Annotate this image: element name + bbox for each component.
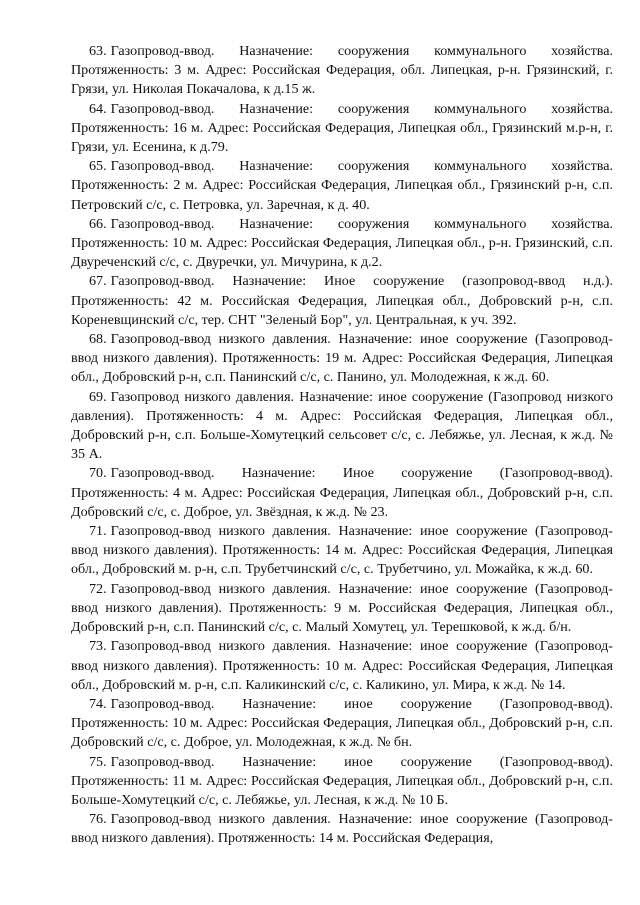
item-number: 75. <box>89 753 107 770</box>
list-item <box>71 157 613 215</box>
list-item <box>71 330 613 388</box>
item-number: 76. <box>89 811 107 828</box>
list-item <box>71 695 613 753</box>
item-number: 72. <box>89 580 107 597</box>
item-text: Газопровод-ввод. Назначение: сооружения коммунального хозяйства. Протяженность: 10 м. Адрес: Российская Федерация, Липецкая обл., р-н. Грязинский, с.п. Двуреченский с/с, с. Двуречки, ул. Мичурина, к д.2. <box>71 215 613 271</box>
item-text: Газопровод-ввод. Назначение: иное сооружение (Газопровод-ввод). Протяженность: 10 м. Адрес: Российская Федерация, Липецкая обл., Добровский р-н, с.п. Добровский с/с, с. Доброе, ул. Молодежная, к ж.д. № бн. <box>71 695 613 751</box>
item-text: Газопровод-ввод. Назначение: Иное сооружение (газопровод-ввод н.д.). Протяженность: 42 м. Российская Федерация, Липецкая обл., Добровский р-н, с.п. Кореневщинский с/с, тер. СНТ "Зеленый Бор", ул. Центральная, к уч. 392. <box>71 273 613 328</box>
item-text: Газопровод-ввод. Назначение: сооружения коммунального хозяйства. Протяженность: 3 м. Адрес: Российская Федерация, обл. Липецкая, р-н. Грязинский, г. Грязи, ул. Николая Покачалова, к д.15 ж. <box>71 43 613 98</box>
item-number: 66. <box>89 215 107 232</box>
list-item <box>71 42 613 100</box>
item-number: 71. <box>89 523 107 540</box>
item-number: 67. <box>89 273 107 290</box>
item-number: 74. <box>89 695 107 712</box>
item-text: Газопровод-ввод. Назначение: сооружения коммунального хозяйства. Протяженность: 16 м. Адрес: Российская Федерация, Липецкая обл., Грязинский м.р-н, г. Грязи, ул. Есенина, к д.79. <box>71 100 613 156</box>
list-item <box>71 215 613 273</box>
item-number: 70. <box>89 465 107 482</box>
list-item <box>71 522 613 580</box>
item-text: Газопровод-ввод низкого давления. Назначение: иное сооружение (Газопровод-ввод низкого давления). Протяженность: 10 м. Адрес: Российская Федерация, Липецкая обл., Добровский м. р-н, с.п. Каликинский с/с, с. Каликино, ул. Мира, к ж.д. № 14. <box>71 638 613 693</box>
item-number: 73. <box>89 638 107 655</box>
item-text: Газопровод-ввод низкого давления. Назначение: иное сооружение (Газопровод-ввод низкого давления). Протяженность: 14 м. Российская Федерация, <box>71 811 613 847</box>
list-item <box>71 810 613 848</box>
item-text: Газопровод-ввод низкого давления. Назначение: иное сооружение (Газопровод-ввод низкого давления). Протяженность: 9 м. Российская Федерация, Липецкая обл., Добровский р-н, с.п. Панинский с/с, с. Малый Хомутец, ул. Терешковой, к ж.д. б/н. <box>71 580 613 636</box>
list-item <box>71 388 613 465</box>
item-text: Газопровод низкого давления. Назначение: иное сооружение (Газопровод низкого давления). Протяженность: 4 м. Адрес: Российская Федерация, Липецкая обл., Добровский р-н, с.п. Больше-Хомутецкий сельсовет с/с, с. Лебяжье, ул. Лесная, к ж.д. № 35 А. <box>71 388 613 463</box>
list-item <box>71 753 613 811</box>
list-item <box>71 464 613 522</box>
item-number: 65. <box>89 158 107 175</box>
item-text: Газопровод-ввод. Назначение: Иное сооружение (Газопровод-ввод). Протяженность: 4 м. Адрес: Российская Федерация, Липецкая обл., Добровский р-н, с.п. Добровский с/с, с. Доброе, ул. Звёздная, к ж.д. № 23. <box>71 465 613 520</box>
list-item <box>71 637 613 695</box>
item-text: Газопровод-ввод. Назначение: иное сооружение (Газопровод-ввод). Протяженность: 11 м. Адрес: Российская Федерация, Липецкая обл., Добровский р-н, с.п. Больше-Хомутецкий с/с, с. Лебяжье, ул. Лесная, к ж.д. № 10 Б. <box>71 753 613 808</box>
item-text: Газопровод-ввод низкого давления. Назначение: иное сооружение (Газопровод-ввод низкого давления). Протяженность: 14 м. Адрес: Российская Федерация, Липецкая обл., Добровский м. р-н, с.п. Трубетчинский с/с, с. Трубетчино, ул. Можайка, к ж.д. 60. <box>71 523 613 578</box>
list-item <box>71 272 613 330</box>
list-item <box>71 580 613 638</box>
item-number: 69. <box>89 388 107 405</box>
item-text: Газопровод-ввод. Назначение: сооружения коммунального хозяйства. Протяженность: 2 м. Адрес: Российская Федерация, Липецкая обл., Грязинский р-н, с.п. Петровский с/с, с. Петровка, ул. Заречная, к д. 40. <box>71 158 613 213</box>
item-text: Газопровод-ввод низкого давления. Назначение: иное сооружение (Газопровод-ввод низкого давления). Протяженность: 19 м. Адрес: Российская Федерация, Липецкая обл., Добровский р-н, с.п. Панинский с/с, с. Панино, ул. Молодежная, к ж.д. 60. <box>71 331 613 386</box>
item-number: 68. <box>89 331 107 348</box>
item-number: 64. <box>89 100 107 117</box>
list-item <box>71 100 613 158</box>
item-number: 63. <box>89 43 107 59</box>
document-page <box>71 42 613 849</box>
